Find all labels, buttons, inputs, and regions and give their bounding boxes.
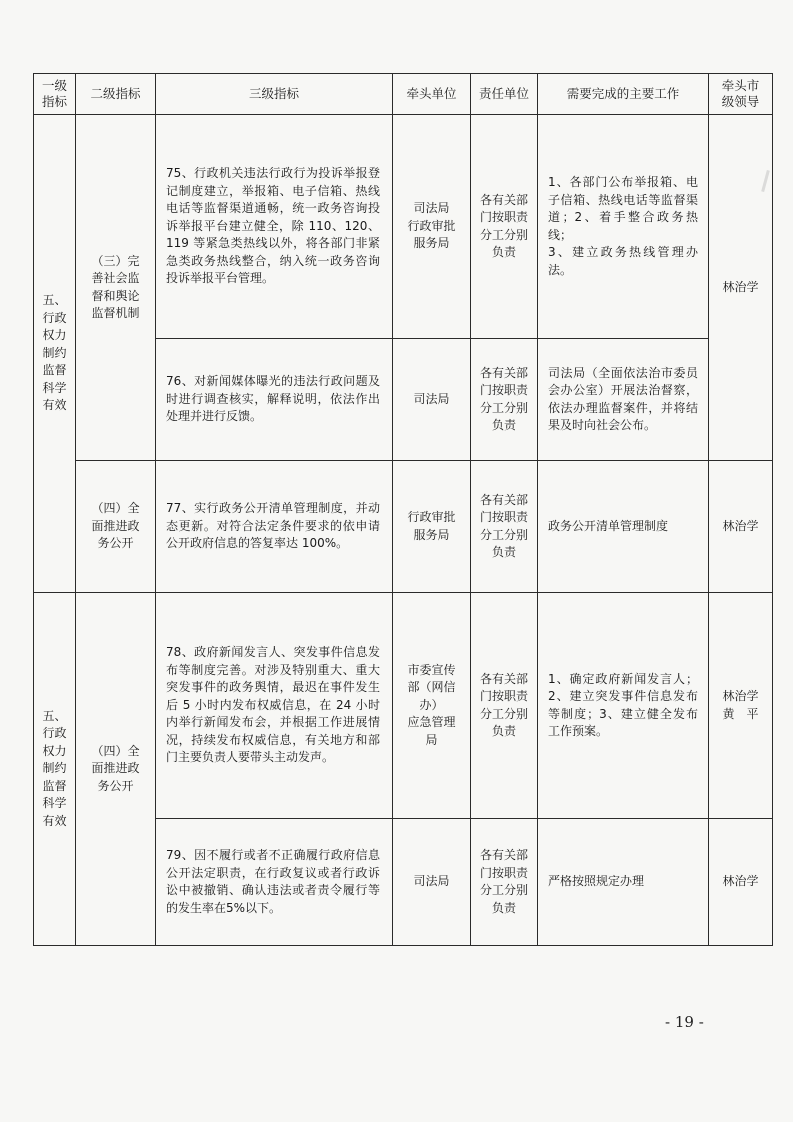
- resp-unit-cell-75: 各有关部 门按职责 分工分别 负责: [471, 115, 538, 339]
- resp-unit-cell-79: 各有关部 门按职责 分工分别 负责: [471, 819, 538, 946]
- leader-cell-75-76: 林治学: [709, 115, 773, 461]
- header-lead-unit: 牵头单位: [393, 74, 471, 115]
- level2-cell-77: （四）全 面推进政 务公开: [76, 461, 156, 593]
- level3-cell-77: 77、实行政务公开清单管理制度，并动态更新。对符合法定条件要求的依申请公开政府信息的答复率达 100%。: [156, 461, 393, 593]
- table-row: [34, 593, 773, 819]
- indicator-table: [33, 73, 773, 946]
- header-level3: 三级指标: [156, 74, 393, 115]
- level3-cell-79: 79、因不履行或者不正确履行政府信息公开法定职责，在行政复议或者行政诉讼中被撤销、确认违法或者责令履行等的发生率在5%以下。: [156, 819, 393, 946]
- resp-unit-cell-77: 各有关部 门按职责 分工分别 负责: [471, 461, 538, 593]
- header-city-leader: 牵头市 级领导: [709, 74, 773, 115]
- main-work-cell-75: 1、各部门公布举报箱、电子信箱、热线电话等监督渠道；2、着手整合政务热线； 3、建立政务热线管理办法。: [538, 115, 709, 339]
- header-resp-unit: 责任单位: [471, 74, 538, 115]
- lead-unit-cell-79: 司法局: [393, 819, 471, 946]
- main-work-cell-76: 司法局（全面依法治市委员会办公室）开展法治督察，依法办理监督案件，并将结果及时向社会公布。: [538, 339, 709, 461]
- level3-cell-75: 75、行政机关违法行政行为投诉举报登记制度建立，举报箱、电子信箱、热线电话等监督渠道通畅，统一政务咨询投诉举报平台建立健全，除 110、120、119 等紧急类热线以外，将各部门非紧急类政务热线整合，纳入统一政务咨询投诉举报平台管理。: [156, 115, 393, 339]
- main-work-cell-78: 1、确定政府新闻发言人；2、建立突发事件信息发布等制度；3、建立健全发布工作预案。: [538, 593, 709, 819]
- header-level2: 二级指标: [76, 74, 156, 115]
- main-work-cell-77: 政务公开清单管理制度: [538, 461, 709, 593]
- level1-cell: 五、 行政 权力 制约 监督 科学 有效: [34, 115, 76, 593]
- level3-cell-76: 76、对新闻媒体曝光的违法行政问题及时进行调查核实，解释说明，依法作出处理并进行反馈。: [156, 339, 393, 461]
- lead-unit-cell-77: 行政审批 服务局: [393, 461, 471, 593]
- resp-unit-cell-78: 各有关部 门按职责 分工分别 负责: [471, 593, 538, 819]
- leader-cell-78: 林治学 黄 平: [709, 593, 773, 819]
- table-row: [34, 461, 773, 593]
- page-number: - 19 -: [665, 1013, 704, 1031]
- level3-cell-78: 78、政府新闻发言人、突发事件信息发布等制度完善。对涉及特别重大、重大突发事件的政务舆情，最迟在事件发生后 5 小时内发布权威信息，在 24 小时内举行新闻发布会，并根据工作进展情况，持续发布权威信息，有关地方和部门主要负责人要带头主动发声。: [156, 593, 393, 819]
- level2-cell-group2: （四）全 面推进政 务公开: [76, 593, 156, 946]
- header-level1: 一级 指标: [34, 74, 76, 115]
- header-main-work: 需要完成的主要工作: [538, 74, 709, 115]
- table-row: [34, 115, 773, 339]
- level1-cell-group2: 五、 行政 权力 制约 监督 科学 有效: [34, 593, 76, 946]
- level2-cell: （三）完 善社会监 督和舆论 监督机制: [76, 115, 156, 461]
- lead-unit-cell-78: 市委宣传 部（网信 办） 应急管理 局: [393, 593, 471, 819]
- leader-cell-79: 林治学: [709, 819, 773, 946]
- leader-cell-77: 林治学: [709, 461, 773, 593]
- lead-unit-cell-75: 司法局 行政审批 服务局: [393, 115, 471, 339]
- main-work-cell-79: 严格按照规定办理: [538, 819, 709, 946]
- header-row: [34, 74, 773, 115]
- lead-unit-cell-76: 司法局: [393, 339, 471, 461]
- resp-unit-cell-76: 各有关部 门按职责 分工分别 负责: [471, 339, 538, 461]
